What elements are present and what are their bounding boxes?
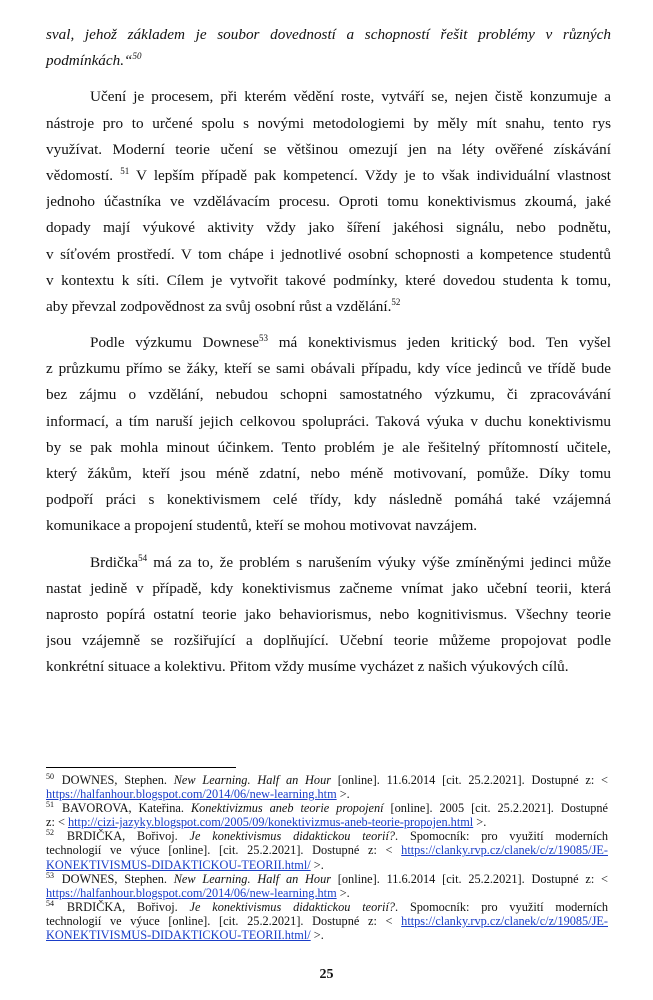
footnote-number: 52 [46,829,54,838]
text: by se pak mohla minout účinkem. Tento problém je ale řešitelný přítomností učitele, [46,438,611,456]
footnote-52-cont2 [46,858,608,872]
text: má za to, že problém s narušením výuky výše zmíněnými jedinci může [147,553,611,571]
quote-line [46,22,611,48]
text: V lepším případě pak kompetencí. Vždy je to však individuální vlastnost [129,166,611,184]
footnote-ref[interactable]: 52 [391,296,401,307]
quote-line [46,48,611,74]
footnote-title: New Learning. Half an Hour [173,871,332,886]
text-line [46,356,611,382]
text-line [46,137,611,163]
footnote-text: >. [336,885,350,900]
text-line [46,215,611,241]
footnote-separator [46,767,236,768]
text-line [46,409,611,435]
footnote-50 [46,773,608,787]
footnote-author: BAVOROVA, Kateřina. [55,801,191,816]
footnote-54-cont [46,914,608,928]
text: konkrétní situace a kolektivu. Přitom vždy musíme vycházet z našich výukových cílů. [46,658,569,676]
text: v kontextu k síti. Cílem je vytvořit takové podmínky, které dovedou studenta k tomu, [46,271,611,289]
footnote-number: 50 [46,773,54,781]
text-line [46,550,611,576]
footnote-54-cont2 [46,928,608,942]
footnote-link[interactable]: http://cizi-jazyky.blogspot.com/2005/09/konektivizmus-aneb-teorie-propojen.html [67,815,474,830]
text-line [46,628,611,654]
footnote-link[interactable]: https://clanky.rvp.cz/clanek/c/z/19085/JE- [401,913,608,928]
text: informací, a tím naruší jejich celkovou spolupráci. Taková výuka v duchu konektivismu [46,412,611,430]
text: aby převzal zodpovědnost za svůj osobní růst a vzdělání. [46,297,392,315]
text-line [46,576,611,602]
text: v síťovém prostředí. V tom chápe i jednotlivé osobní schopnosti a kompetence studentů [46,245,611,263]
footnote-title: Konektivizmus aneb teorie propojení [190,801,384,816]
paragraph [46,84,611,320]
footnote-ref[interactable]: 50 [132,51,142,62]
footnote-number: 53 [46,871,54,880]
text: vědomostí. [46,166,114,184]
text: má konektivismus jeden kritický bod. Ten vyšel [268,334,611,352]
footnote-author: DOWNES, Stephen. [55,871,174,886]
text-line [46,382,611,408]
footnote-text: >. [310,928,324,943]
paragraph [46,330,611,540]
footnote-link[interactable]: https://halfanhour.blogspot.com/2014/06/new-learning.htm [46,787,337,802]
footnote-text: [online]. 11.6.2014 [cit. 25.2.2021]. Dostupné z: < [331,871,608,886]
footnote-54 [46,900,608,914]
footnote-50-cont [46,787,608,801]
footnote-52-cont [46,843,608,857]
footnote-text: technologií ve výuce [online]. [cit. 25.2.2021]. Dostupné z: < [46,843,402,858]
quote-text: sval, jehož základem je soubor dovedností a schopností řešit problémy v různých [46,26,611,43]
text: Podle výzkumu Downese [90,334,260,352]
text: nástroje pro to určené spolu s novými metodologiemi by měly mít snahu, tento rys [46,114,611,132]
body-text [46,22,611,681]
text: dopady mají výukové aktivity vždy jako šíření jakéhosi signálu, nebo podnětu, [46,219,611,237]
page-number: 25 [319,967,334,982]
footnote-text: . Spomocník: pro využití moderních [395,899,608,914]
footnote-ref[interactable]: 54 [138,552,148,563]
paragraph [46,550,611,681]
footnote-text: >. [336,787,350,802]
text-line [46,435,611,461]
footnote-text: >. [473,815,487,830]
text: využívat. Moderní teorie učení se většinou omezují jen na léty ověřené získávání [46,140,611,158]
text: jsou vzájemně se rozšiřující a doplňující. Učební teorie můžeme propojovat podle [46,632,611,650]
text: komunikace a propojení studentů, kteří se mohou motivovat navzájem. [46,517,478,535]
footnote-number: 54 [46,899,54,908]
text-line [46,513,611,539]
text-line [46,242,611,268]
footnote-ref[interactable]: 53 [259,333,269,343]
text-line [46,330,611,356]
text: Brdička [90,553,139,571]
footnote-text: [online]. 11.6.2014 [cit. 25.2.2021]. Dostupné z: < [331,773,608,787]
text-line [46,654,611,680]
footnote-author: BRDIČKA, Bořivoj. [55,899,190,914]
footnote-text: z: < [46,815,68,830]
text-line [46,487,611,513]
footnote-title: Je konektivismus didaktickou teorií? [189,829,396,844]
footnote-author: BRDIČKA, Bořivoj. [55,829,190,844]
footnotes [46,773,608,942]
text-line [46,602,611,628]
text: Učení je procesem, při kterém vědění roste, vytváří se, nejen čistě konzumuje a [90,88,611,106]
footnote-51 [46,801,608,815]
footnote-text: >. [310,857,324,872]
text: který žákům, kteří jsou méně zdatní, nebo méně motivovaní, pomůže. Díky tomu [46,465,611,482]
footnote-51-cont [46,815,608,829]
footnote-link[interactable]: https://halfanhour.blogspot.com/2014/06/new-learning.htm [46,885,337,900]
text: bez zájmu o vzdělání, nebudou schopni samostatného výzkumu, či zpracovávání [46,386,611,404]
text-line [46,294,611,320]
text: podpoří práci s konektivismem celé třídy, kdy následně pomáhá také vzájemná [46,491,611,509]
footnote-53-cont [46,886,608,900]
quote-text: podmínkách.“ [46,52,133,70]
text-line [46,189,611,215]
footnote-link[interactable]: https://clanky.rvp.cz/clanek/c/z/19085/JE- [401,843,608,858]
footnote-text: . Spomocník: pro využití moderních [395,829,608,844]
text: z průzkumu přímo se žáky, kteří se sami obávali případu, kdy více jedinců ve třídě bude [46,360,611,378]
footnote-title: Je konektivismus didaktickou teorií? [189,899,396,914]
text-line [46,268,611,294]
footnote-number: 51 [46,801,54,810]
text-line [46,461,611,487]
footnote-title: New Learning. Half an Hour [173,773,332,787]
footnote-52 [46,829,608,843]
text-line [46,111,611,137]
text-line [46,84,611,110]
text: naprosto popírá ostatní teorie jako behaviorismus, nebo kognitivismus. Všechny teorie [46,605,611,623]
footnote-53 [46,872,608,886]
footnote-ref[interactable]: 51 [120,165,130,176]
footnote-link[interactable]: KONEKTIVISMUS-DIDAKTICKOU-TEORII.html/ [46,857,311,872]
text: nastat jedině v případě, kdy konektivismus začneme vnímat jako učební teorii, která [46,579,611,597]
footnote-author: DOWNES, Stephen. [55,773,174,787]
text: jednoho účastníka ve vzdělávacím procesu. Oproti tomu konektivismus zkoumá, jaké [46,193,611,211]
text-line [46,163,611,189]
footnote-text: [online]. 2005 [cit. 25.2.2021]. Dostupné [383,801,608,816]
footnote-text: technologií ve výuce [online]. [cit. 25.2.2021]. Dostupné z: < [46,913,402,928]
footnote-link[interactable]: KONEKTIVISMUS-DIDAKTICKOU-TEORII.html/ [46,928,311,943]
